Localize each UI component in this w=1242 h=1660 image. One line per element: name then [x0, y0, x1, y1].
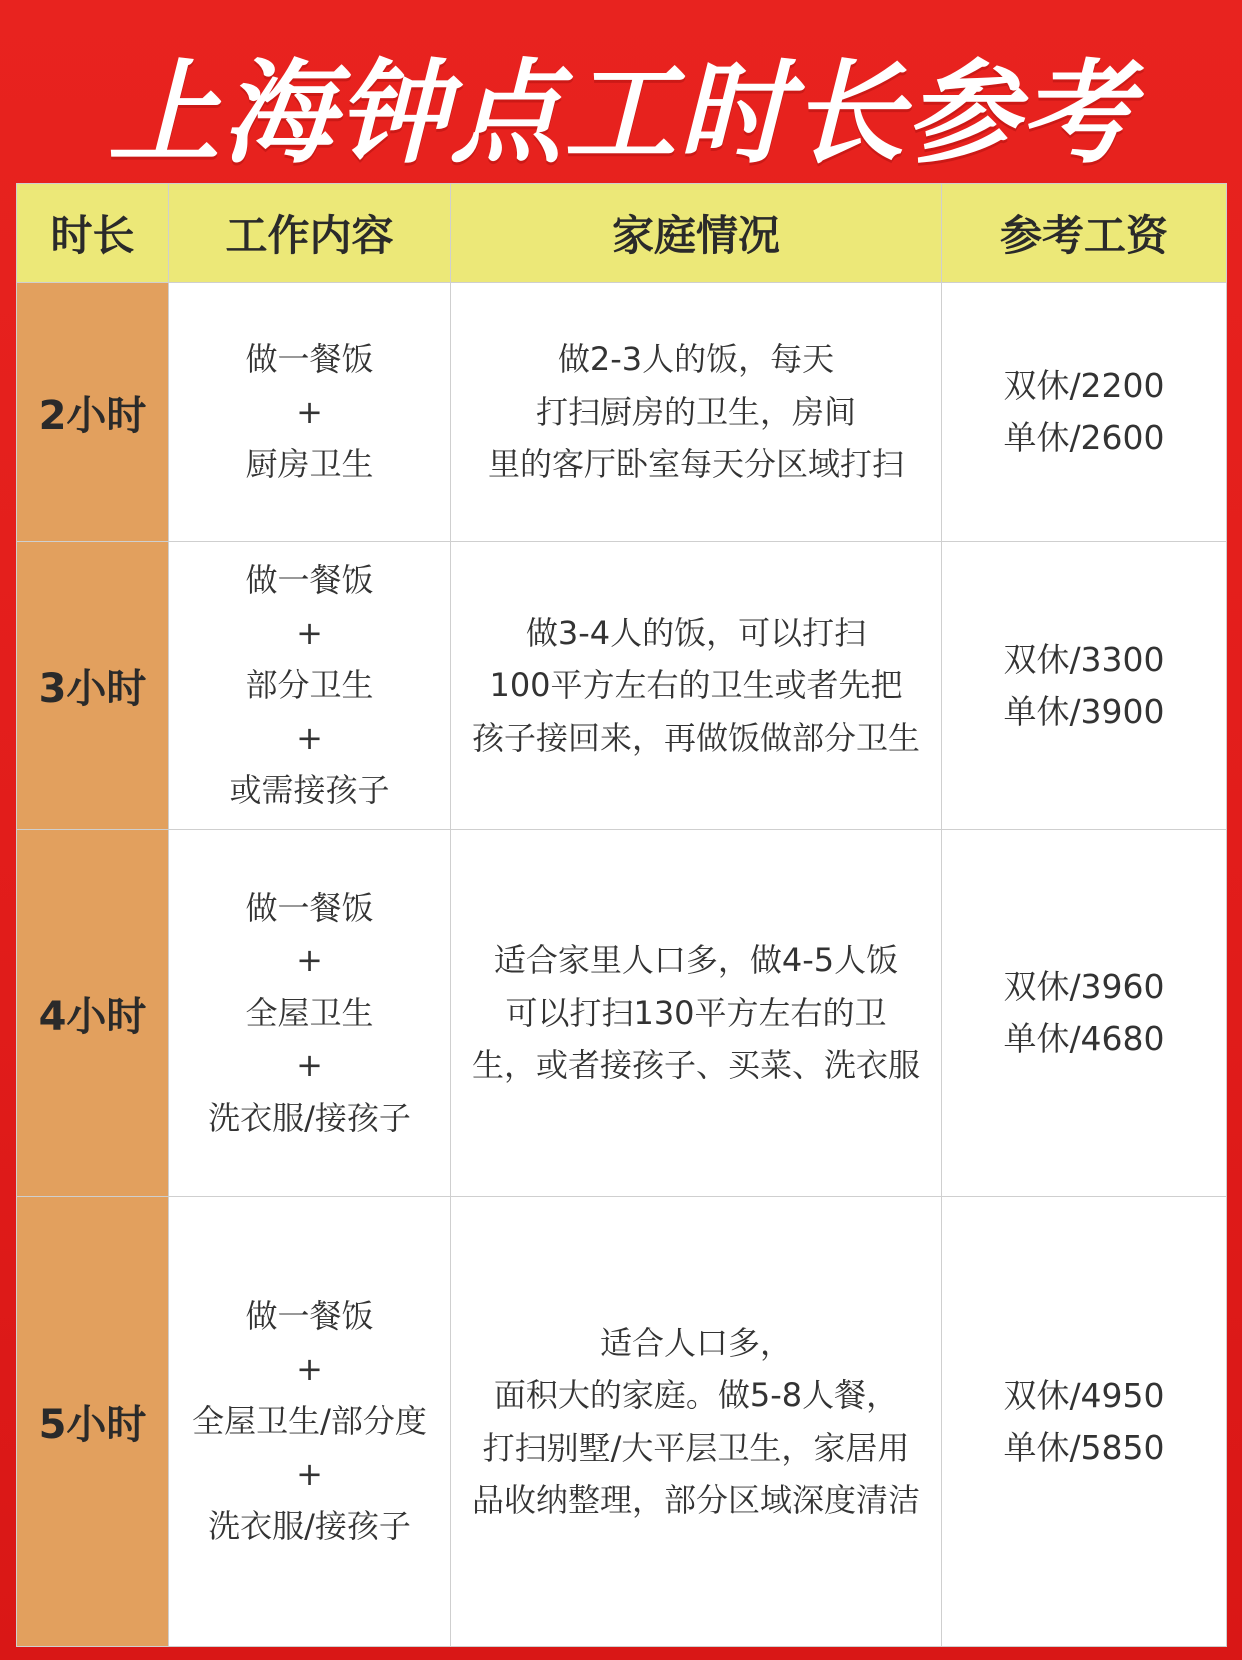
family-line: 生，或者接孩子、买菜、洗衣服	[471, 1046, 920, 1085]
header-row	[17, 184, 1227, 283]
family-line: 打扫别墅/大平层卫生，家居用	[482, 1428, 910, 1467]
family-line: 做3-4人的饭，可以打扫	[525, 613, 867, 652]
salary-cell	[942, 830, 1227, 1197]
header-family-situation: 家庭情况	[451, 184, 942, 283]
page-title: 上海钟点工时长参考	[108, 49, 1134, 179]
work-line: 部分卫生	[245, 666, 374, 705]
family-cell	[451, 542, 942, 830]
family-line: 品收纳整理，部分区域深度清洁	[471, 1481, 920, 1519]
work-line: 或需接孩子	[229, 771, 390, 810]
table-row	[17, 830, 1227, 1197]
table-row	[17, 542, 1227, 830]
salary-line: 单休/5850	[1003, 1427, 1165, 1467]
salary-line: 双休/2200	[1003, 366, 1165, 405]
work-line: +	[296, 1454, 323, 1493]
work-line: 厨房卫生	[245, 445, 374, 484]
header-work-content: 工作内容	[169, 184, 451, 283]
work-cell	[169, 1197, 451, 1647]
work-line: +	[296, 718, 323, 757]
salary-line: 双休/3300	[1003, 639, 1165, 679]
family-cell	[451, 830, 942, 1197]
work-line: +	[296, 941, 323, 980]
duration-cell: 4小时	[17, 830, 169, 1197]
work-line: 做一餐饭	[245, 888, 374, 927]
duration-cell: 3小时	[17, 542, 169, 830]
work-line: 全屋卫生	[245, 993, 374, 1032]
work-line: +	[296, 1046, 323, 1085]
work-line: +	[296, 613, 323, 652]
salary-cell	[942, 283, 1227, 542]
work-line: 洗衣服/接孩子	[208, 1507, 411, 1546]
work-line: 全屋卫生/部分度	[192, 1402, 427, 1441]
family-line: 孩子接回来，再做饭做部分卫生	[471, 718, 920, 757]
table-row	[17, 1197, 1227, 1647]
work-line: 做一餐饭	[245, 340, 374, 379]
family-line: 打扫厨房的卫生，房间	[535, 392, 856, 431]
table-row	[17, 283, 1227, 542]
duration-cell: 2小时	[17, 283, 169, 542]
work-cell	[169, 283, 451, 542]
family-line: 适合人口多，	[599, 1323, 792, 1362]
header-duration: 时长	[17, 184, 169, 283]
salary-line: 单休/3900	[1003, 691, 1165, 731]
family-line: 做2-3人的饭，每天	[557, 340, 835, 379]
header-reference-salary: 参考工资	[942, 184, 1227, 283]
family-line: 里的客厅卧室每天分区域打扫	[487, 445, 904, 484]
family-line: 可以打扫130平方左右的卫	[505, 993, 887, 1032]
family-line: 适合家里人口多，做4-5人饭	[493, 941, 899, 980]
reference-table	[16, 183, 1227, 1647]
salary-line: 单休/4680	[1003, 1019, 1165, 1058]
family-cell	[451, 283, 942, 542]
work-line: 做一餐饭	[245, 1297, 374, 1336]
salary-line: 双休/4950	[1003, 1375, 1165, 1415]
work-line: +	[296, 1349, 323, 1388]
work-cell	[169, 830, 451, 1197]
family-line: 100平方左右的卫生或者先把	[489, 666, 903, 705]
family-line: 面积大的家庭。做5-8人餐，	[493, 1376, 899, 1414]
work-line: +	[296, 392, 323, 431]
work-cell	[169, 542, 451, 830]
salary-line: 单休/2600	[1003, 418, 1165, 457]
work-line: 洗衣服/接孩子	[208, 1098, 411, 1137]
work-line: 做一餐饭	[245, 561, 374, 600]
family-cell	[451, 1197, 942, 1647]
duration-cell: 5小时	[17, 1197, 169, 1647]
salary-cell	[942, 542, 1227, 830]
salary-line: 双休/3960	[1003, 967, 1165, 1006]
salary-cell	[942, 1197, 1227, 1647]
